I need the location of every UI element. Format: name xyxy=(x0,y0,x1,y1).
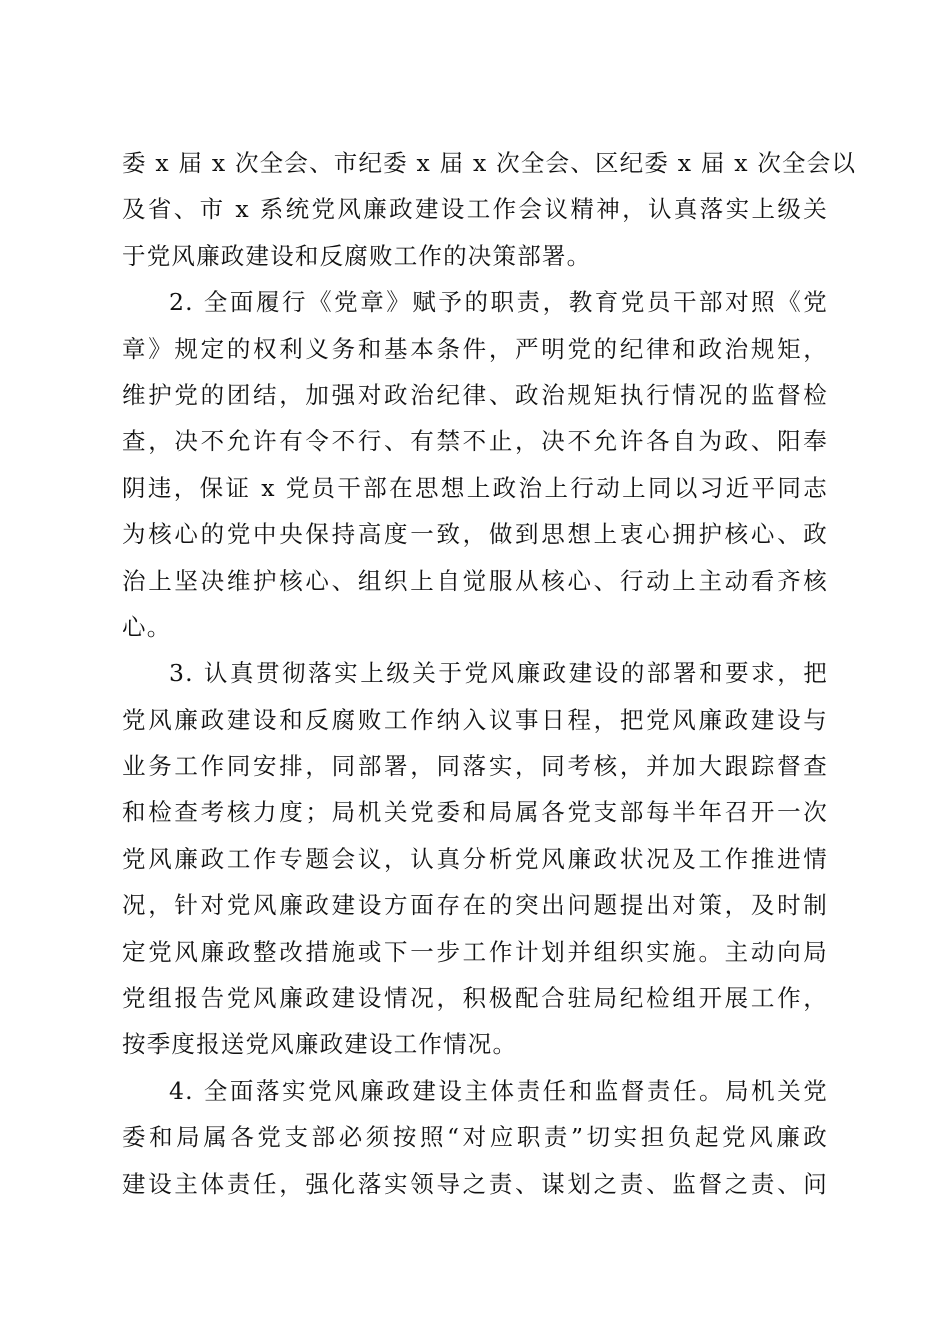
paragraph-4-line-3: 建设主体责任，强化落实领导之责、谋划之责、监督之责、问 xyxy=(122,1169,828,1198)
paragraph-1-line-1: 委 x 届 x 次全会、市纪委 x 届 x 次全会、区纪委 x 届 x 次全会以 xyxy=(122,149,857,177)
paragraph-3-line-5: 党风廉政工作专题会议，认真分析党风廉政状况及工作推进情 xyxy=(122,844,828,873)
paragraph-4-line-2: 委和局属各党支部必须按照“对应职责”切实担负起党风廉政 xyxy=(122,1123,828,1152)
paragraph-1-line-3: 于党风廉政建设和反腐败工作的决策部署。 xyxy=(122,241,592,270)
paragraph-2-line-3: 维护党的团结，加强对政治纪律、政治规矩执行情况的监督检 xyxy=(122,380,828,409)
paragraph-2-line-8: 心。 xyxy=(122,612,172,641)
paragraph-3-line-7: 定党风廉政整改措施或下一步工作计划并组织实施。主动向局 xyxy=(122,937,828,966)
paragraph-3-line-8: 党组报告党风廉政建设情况，积极配合驻局纪检组开展工作， xyxy=(122,984,828,1013)
paragraph-2-line-2: 章》规定的权利义务和基本条件，严明党的纪律和政治规矩， xyxy=(122,334,828,363)
paragraph-3-line-9: 按季度报送党风廉政建设工作情况。 xyxy=(122,1030,518,1059)
paragraph-2-line-7: 治上坚决维护核心、组织上自觉服从核心、行动上主动看齐核 xyxy=(122,566,828,595)
paragraph-1-line-2: 及省、市 x 系统党风廉政建设工作会议精神，认真落实上级关 xyxy=(122,195,828,224)
paragraph-3-line-3: 业务工作同安排，同部署，同落实，同考核，并加大跟踪督查 xyxy=(122,752,828,781)
paragraph-2-line-6: 为核心的党中央保持高度一致，做到思想上衷心拥护核心、政 xyxy=(122,520,828,549)
paragraph-3-line-6: 况，针对党风廉政建设方面存在的突出问题提出对策，及时制 xyxy=(122,891,828,920)
paragraph-2-line-4: 查，决不允许有令不行、有禁不止，决不允许各自为政、阳奉 xyxy=(122,427,828,456)
paragraph-3-line-2: 党风廉政建设和反腐败工作纳入议事日程，把党风廉政建设与 xyxy=(122,705,828,734)
paragraph-2-line-5: 阴违，保证 x 党员干部在思想上政治上行动上同以习近平同志 xyxy=(122,473,828,502)
document-body xyxy=(122,140,857,1207)
paragraph-3-line-4: 和检查考核力度；局机关党委和局属各党支部每半年召开一次 xyxy=(122,798,828,827)
paragraph-2-line-1: 2. 全面履行《党章》赋予的职责，教育党员干部对照《党 xyxy=(169,288,828,317)
paragraph-4-line-1: 4. 全面落实党风廉政建设主体责任和监督责任。局机关党 xyxy=(169,1076,828,1105)
paragraph-3-line-1: 3. 认真贯彻落实上级关于党风廉政建设的部署和要求，把 xyxy=(169,659,828,688)
